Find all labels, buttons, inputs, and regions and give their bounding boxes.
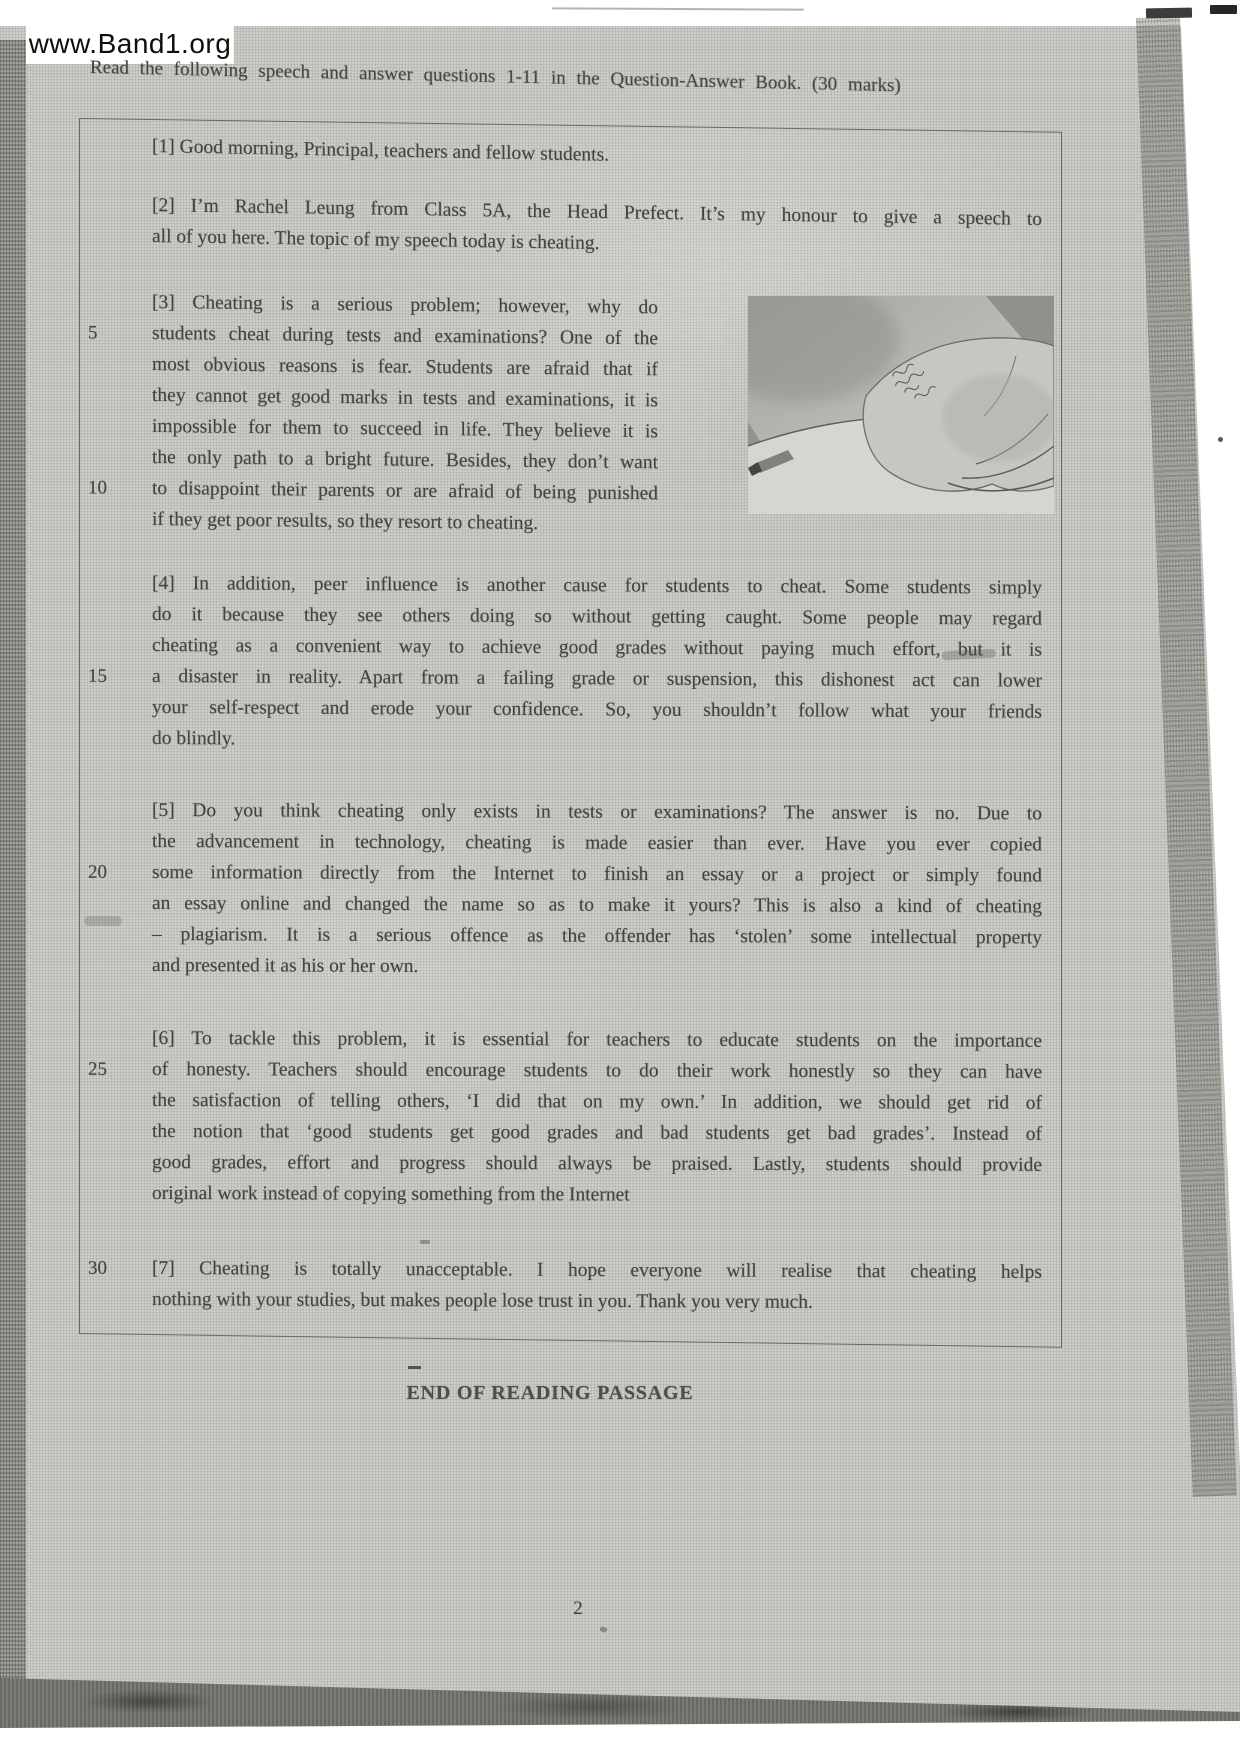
- instruction-text: Read the following speech and answer questions 1-11 in the Question-Answer Book. (30 marks): [90, 57, 901, 97]
- scan-edge-left-strip: [0, 40, 26, 1690]
- paragraph-5: [88, 795, 1042, 984]
- line-text: the satisfaction of telling others, ‘I did that on my own.’ In addition, we should get rid of: [152, 1090, 1042, 1114]
- line-text: a disaster in reality. Apart from a failing grade or suspension, this dishonest act can lower: [152, 666, 1042, 692]
- line-text: if they get poor results, so they resort to cheating.: [152, 509, 539, 535]
- line-number: 20: [88, 861, 107, 883]
- line-text: to disappoint their parents or are afraid of being punished: [152, 478, 658, 505]
- paragraph-1: [152, 131, 1042, 179]
- line-text: good grades, effort and progress should always be praised. Lastly, students should provide: [152, 1152, 1042, 1176]
- paragraph-3: [88, 287, 658, 540]
- line-number: 30: [88, 1257, 107, 1279]
- line-text: some information directly from the Internet to finish an essay or a project or simply found: [152, 862, 1042, 887]
- line-text: [2] I’m Rachel Leung from Class 5A, the Head Prefect. It’s my honour to give a speech to: [152, 195, 1042, 230]
- watermark-text: www.Band1.org: [28, 28, 232, 59]
- line-text: [6] To tackle this problem, it is essential for teachers to educate students on the importance: [152, 1028, 1042, 1052]
- passage-line: [88, 661, 1042, 697]
- passage-line: [152, 723, 1042, 759]
- line-text: do blindly.: [152, 728, 236, 750]
- line-number: 25: [88, 1058, 107, 1080]
- passage-line: [152, 630, 1042, 666]
- line-text: they cannot get good marks in tests and examinations, it is: [152, 385, 658, 412]
- passage-line: [152, 1085, 1042, 1119]
- line-text: impossible for them to succeed in life. They believe it is: [152, 416, 658, 443]
- passage-line: [152, 692, 1042, 728]
- passage-line: [152, 1284, 1042, 1319]
- passage-line: [152, 1147, 1042, 1181]
- line-text: most obvious reasons is fear. Students are afraid that if: [152, 354, 658, 381]
- line-text: [1] Good morning, Principal, teachers and fellow students.: [152, 136, 610, 166]
- line-text: do it because they see others doing so without getting caught. Some people may regard: [152, 604, 1042, 630]
- line-text: your self-respect and erode your confidence. So, you shouldn’t follow what your friends: [152, 697, 1042, 723]
- passage-line: [152, 826, 1042, 860]
- line-number: 5: [88, 322, 98, 344]
- line-text: [5] Do you think cheating only exists in tests or examinations? The answer is no. Due to: [152, 800, 1042, 825]
- paragraph-7: [88, 1253, 1042, 1319]
- line-text: – plagiarism. It is a serious offence as the offender has ‘stolen’ some intellectual property: [152, 924, 1042, 949]
- line-text: original work instead of copying something from the Internet: [152, 1183, 630, 1206]
- scan-artifact-line: [552, 7, 804, 10]
- paragraph-6: [88, 1023, 1042, 1212]
- line-text: students cheat during tests and examinations? One of the: [152, 323, 658, 350]
- dash-mark: [408, 1366, 421, 1369]
- passage-line: [88, 1054, 1042, 1088]
- paragraph-2: [152, 190, 1042, 266]
- scan-artifact-mark: [1210, 5, 1237, 14]
- passage-line: [152, 919, 1042, 953]
- end-of-passage-label: END OF READING PASSAGE: [406, 1382, 694, 1404]
- line-number: 15: [88, 665, 107, 687]
- line-text: nothing with your studies, but makes people lose trust in you. Thank you very much.: [152, 1289, 813, 1313]
- line-text: and presented it as his or her own.: [152, 955, 419, 978]
- passage-line: [152, 131, 1042, 179]
- line-number: 10: [88, 477, 107, 499]
- passage-line: [152, 1116, 1042, 1150]
- line-text: cheating as a convenient way to achieve good grades without paying much effort, but it is: [152, 635, 1042, 661]
- passage-line: [152, 504, 658, 540]
- line-text: the only path to a bright future. Besides, they don’t want: [152, 447, 658, 474]
- passage-content: [88, 118, 1042, 1315]
- line-text: [7] Cheating is totally unacceptable. I hope everyone will realise that cheating helps: [152, 1258, 1042, 1283]
- paragraph-4: [88, 568, 1042, 759]
- line-text: [4] In addition, peer influence is another cause for students to cheat. Some students simply: [152, 573, 1042, 599]
- page-number: 2: [573, 1598, 583, 1619]
- line-text: of honesty. Teachers should encourage students to do their work honestly so they can have: [152, 1059, 1042, 1083]
- line-text: all of you here. The topic of my speech today is cheating.: [152, 226, 600, 255]
- passage-line: [152, 1178, 1042, 1212]
- scan-dot: [1218, 437, 1223, 442]
- passage-line: [152, 568, 1042, 604]
- line-text: the notion that ‘good students get good grades and bad students get bad grades’. Instead of: [152, 1121, 1042, 1145]
- passage-line: [152, 599, 1042, 635]
- passage-line: [152, 795, 1042, 829]
- passage-line: [88, 1253, 1042, 1288]
- line-text: the advancement in technology, cheating is made easier than ever. Have you ever copied: [152, 831, 1042, 856]
- passage-line: [152, 888, 1042, 922]
- scan-artifact-mark: [1146, 8, 1192, 19]
- line-text: [3] Cheating is a serious problem; however, why do: [152, 292, 658, 319]
- passage-line: [152, 1023, 1042, 1057]
- passage-line: [152, 950, 1042, 984]
- line-text: an essay online and changed the name so as to make it yours? This is also a kind of cheating: [152, 893, 1042, 918]
- passage-line: [88, 857, 1042, 891]
